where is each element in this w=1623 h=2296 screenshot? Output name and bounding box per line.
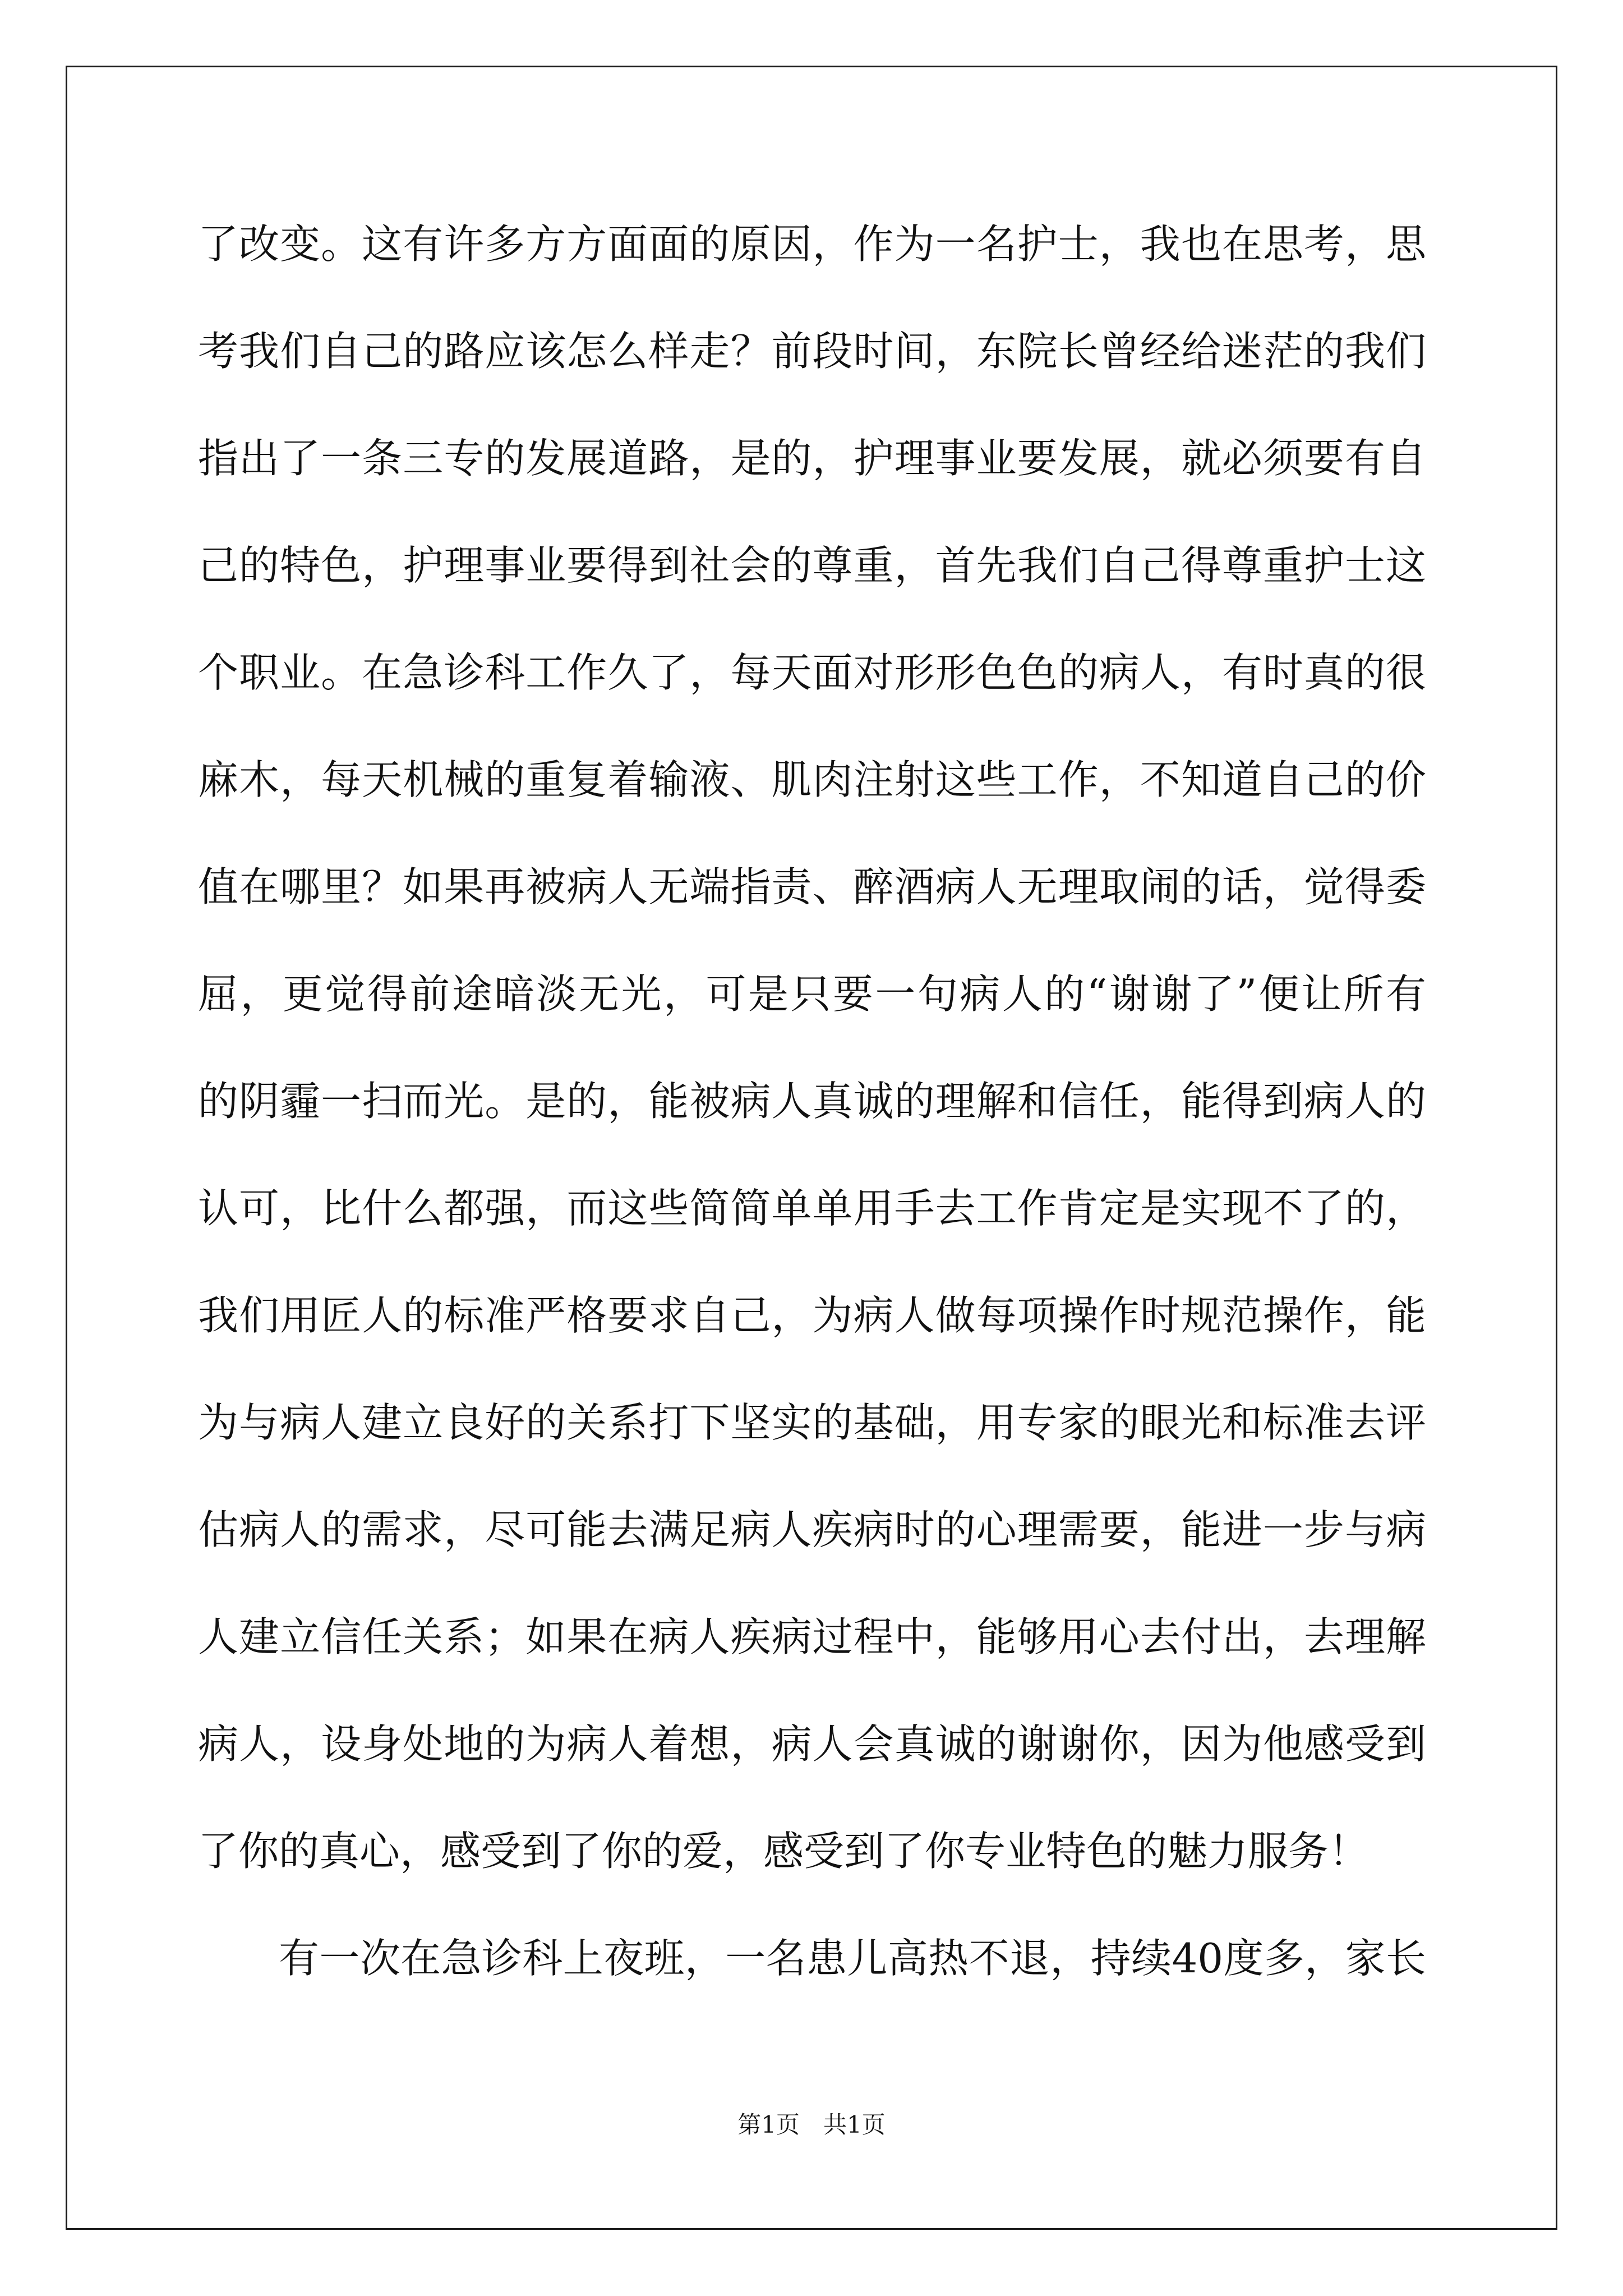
text-line: 为与病人建立良好的关系打下坚实的基础，用专家的眼光和标准去评 [198, 1399, 1426, 1446]
text-line: 指出了一条三专的发展道路，是的，护理事业要发展，就必须要有自 [198, 435, 1426, 482]
text-line: 病人，设身处地的为病人着想，病人会真诚的谢谢你，因为他感受到 [198, 1720, 1426, 1768]
text-line: 己的特色，护理事业要得到社会的尊重，首先我们自己得尊重护士这 [198, 542, 1426, 589]
paragraph-start-line: 有一次在急诊科上夜班，一名患儿高热不退，持续40度多，家长 [279, 1935, 1426, 1982]
page-number-footer: 第1页 共1页 [737, 2111, 886, 2138]
paragraph-end-line: 了你的真心，感受到了你的爱，感受到了你专业特色的魅力服务！ [198, 1828, 1370, 1875]
text-line: 屈，更觉得前途暗淡无光，可是只要一句病人的“谢谢了”便让所有 [198, 970, 1426, 1018]
text-line: 认可，比什么都强，而这些简简单单用手去工作肯定是实现不了的， [198, 1185, 1426, 1232]
text-line: 个职业。在急诊科工作久了，每天面对形形色色的病人，有时真的很 [198, 649, 1426, 696]
text-line: 估病人的需求，尽可能去满足病人疾病时的心理需要，能进一步与病 [198, 1506, 1426, 1553]
text-line: 人建立信任关系；如果在病人疾病过程中，能够用心去付出，去理解 [198, 1613, 1426, 1660]
text-line: 麻木，每天机械的重复着输液、肌肉注射这些工作，不知道自己的价 [198, 756, 1426, 803]
document-body [198, 210, 1426, 2032]
text-line: 的阴霾一扫而光。是的，能被病人真诚的理解和信任，能得到病人的 [198, 1078, 1426, 1125]
text-line: 考我们自己的路应该怎么样走？前段时间，东院长曾经给迷茫的我们 [198, 328, 1426, 375]
text-line: 值在哪里？如果再被病人无端指责、醉酒病人无理取闹的话，觉得委 [198, 863, 1426, 910]
text-line: 了改变。这有许多方方面面的原因，作为一名护士，我也在思考，思 [198, 220, 1426, 268]
text-line: 我们用匠人的标准严格要求自己，为病人做每项操作时规范操作，能 [198, 1292, 1426, 1339]
